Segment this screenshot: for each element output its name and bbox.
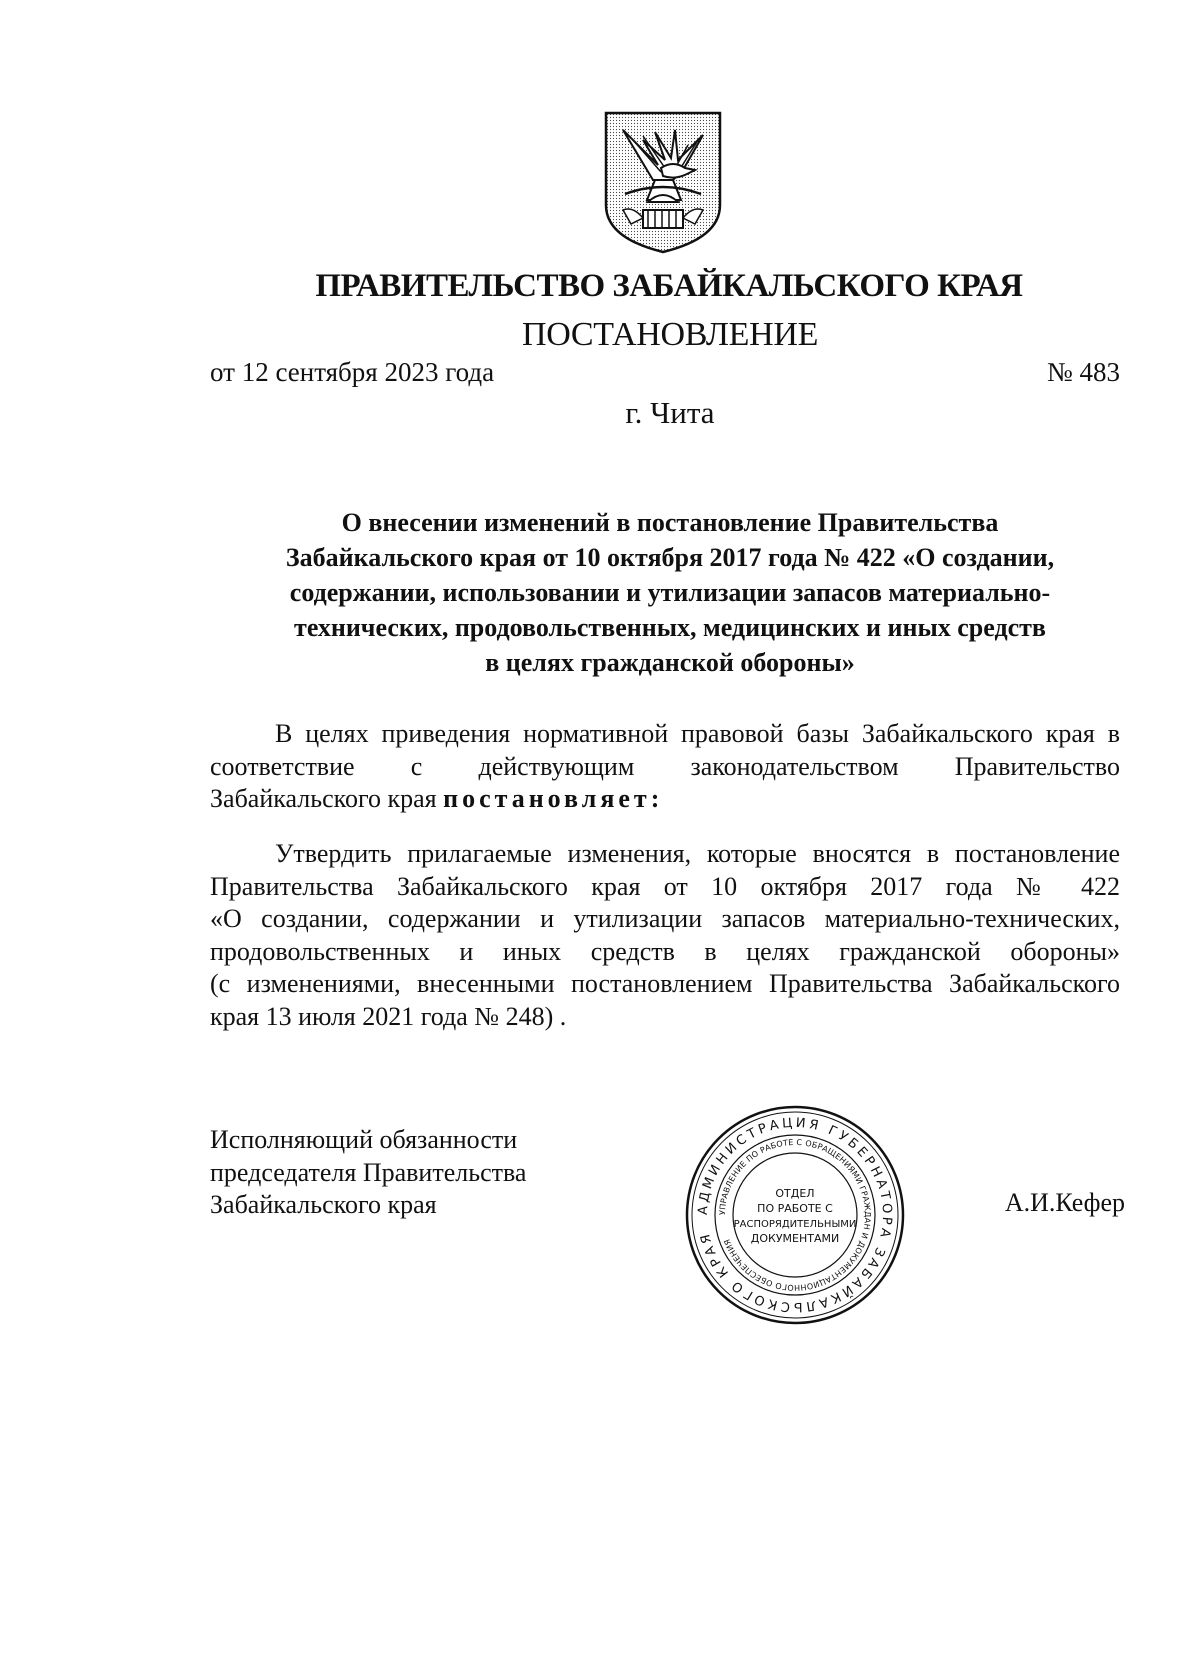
document-type: ПОСТАНОВЛЕНИЕ — [521, 316, 819, 353]
body-paragraph-2 — [210, 838, 1120, 1033]
stamp-center-line: ДОКУМЕНТАМИ — [750, 1232, 840, 1245]
government-name: ПРАВИТЕЛЬСТВО ЗАБАЙКАЛЬСКОГО КРАЯ — [315, 268, 1023, 304]
paragraph-line — [210, 783, 1120, 816]
stamp-center-line: ОТДЕЛ — [775, 1187, 815, 1200]
paragraph-line: Утвердить прилагаемые изменения, которые вносятся в постановление — [275, 839, 1120, 868]
body-paragraph-1 — [210, 718, 1120, 816]
resolution-keyword: постановляет: — [443, 784, 664, 813]
title-line: О внесении изменений в постановление Правительства — [341, 508, 999, 537]
paragraph-line: края 13 июля 2021 года № 248) . — [210, 1001, 567, 1031]
paragraph-line: В целях приведения нормативной правовой базы Забайкальского края в — [275, 719, 1120, 748]
stamp-center-line: ПО РАБОТЕ С — [757, 1202, 833, 1215]
title-line: Забайкальского края от 10 октября 2017 года № 422 «О создании, — [285, 543, 1055, 572]
document-city: г. Чита — [625, 395, 715, 430]
document-date: от 12 сентября 2023 года — [210, 357, 495, 387]
title-line: в целях гражданской обороны» — [485, 648, 855, 677]
document-number: № 483 — [1046, 357, 1120, 387]
title-line: содержании, использовании и утилизации запасов материально- — [289, 578, 1051, 607]
official-stamp — [680, 1100, 910, 1330]
signer-name: А.И.Кефер — [1004, 1188, 1125, 1217]
paragraph-line-prefix: Забайкальского края — [210, 784, 444, 813]
coat-of-arms-icon — [603, 110, 723, 255]
stamp-inner-text: УПРАВЛЕНИЕ ПО РАБОТЕ С ОБРАЩЕНИЯМИ ГРАЖДАН И ДОКУМЕНТАЦИОННОГО ОБЕСПЕЧЕНИЯ — [717, 1137, 873, 1293]
stamp-outer-text: АДМИНИСТРАЦИЯ ГУБЕРНАТОРА ЗАБАЙКАЛЬСКОГО КРАЯ — [695, 1115, 895, 1315]
signer-position-line: председателя Правительства — [210, 1157, 527, 1187]
signer-position-line: Забайкальского края — [210, 1190, 437, 1219]
signer-position-line: Исполняющий обязанности — [210, 1125, 518, 1154]
paragraph-line: Правительства Забайкальского края от 10 октября 2017 года № 422 — [210, 871, 1120, 901]
title-line: технических, продовольственных, медицинских и иных средств — [294, 613, 1046, 642]
stamp-center-line: РАСПОРЯДИТЕЛЬНЫМИ — [733, 1219, 857, 1230]
signer-position — [210, 1124, 526, 1222]
paragraph-line: продовольственных и иных средств в целях гражданской обороны» — [210, 936, 1120, 966]
paragraph-line: соответствие с действующим законодательством Правительство — [210, 751, 1120, 781]
paragraph-line: (с изменениями, внесенными постановлением Правительства Забайкальского — [210, 969, 1120, 998]
document-title — [230, 505, 1110, 680]
paragraph-line: «О создании, содержании и утилизации запасов материально-технических, — [210, 904, 1120, 933]
